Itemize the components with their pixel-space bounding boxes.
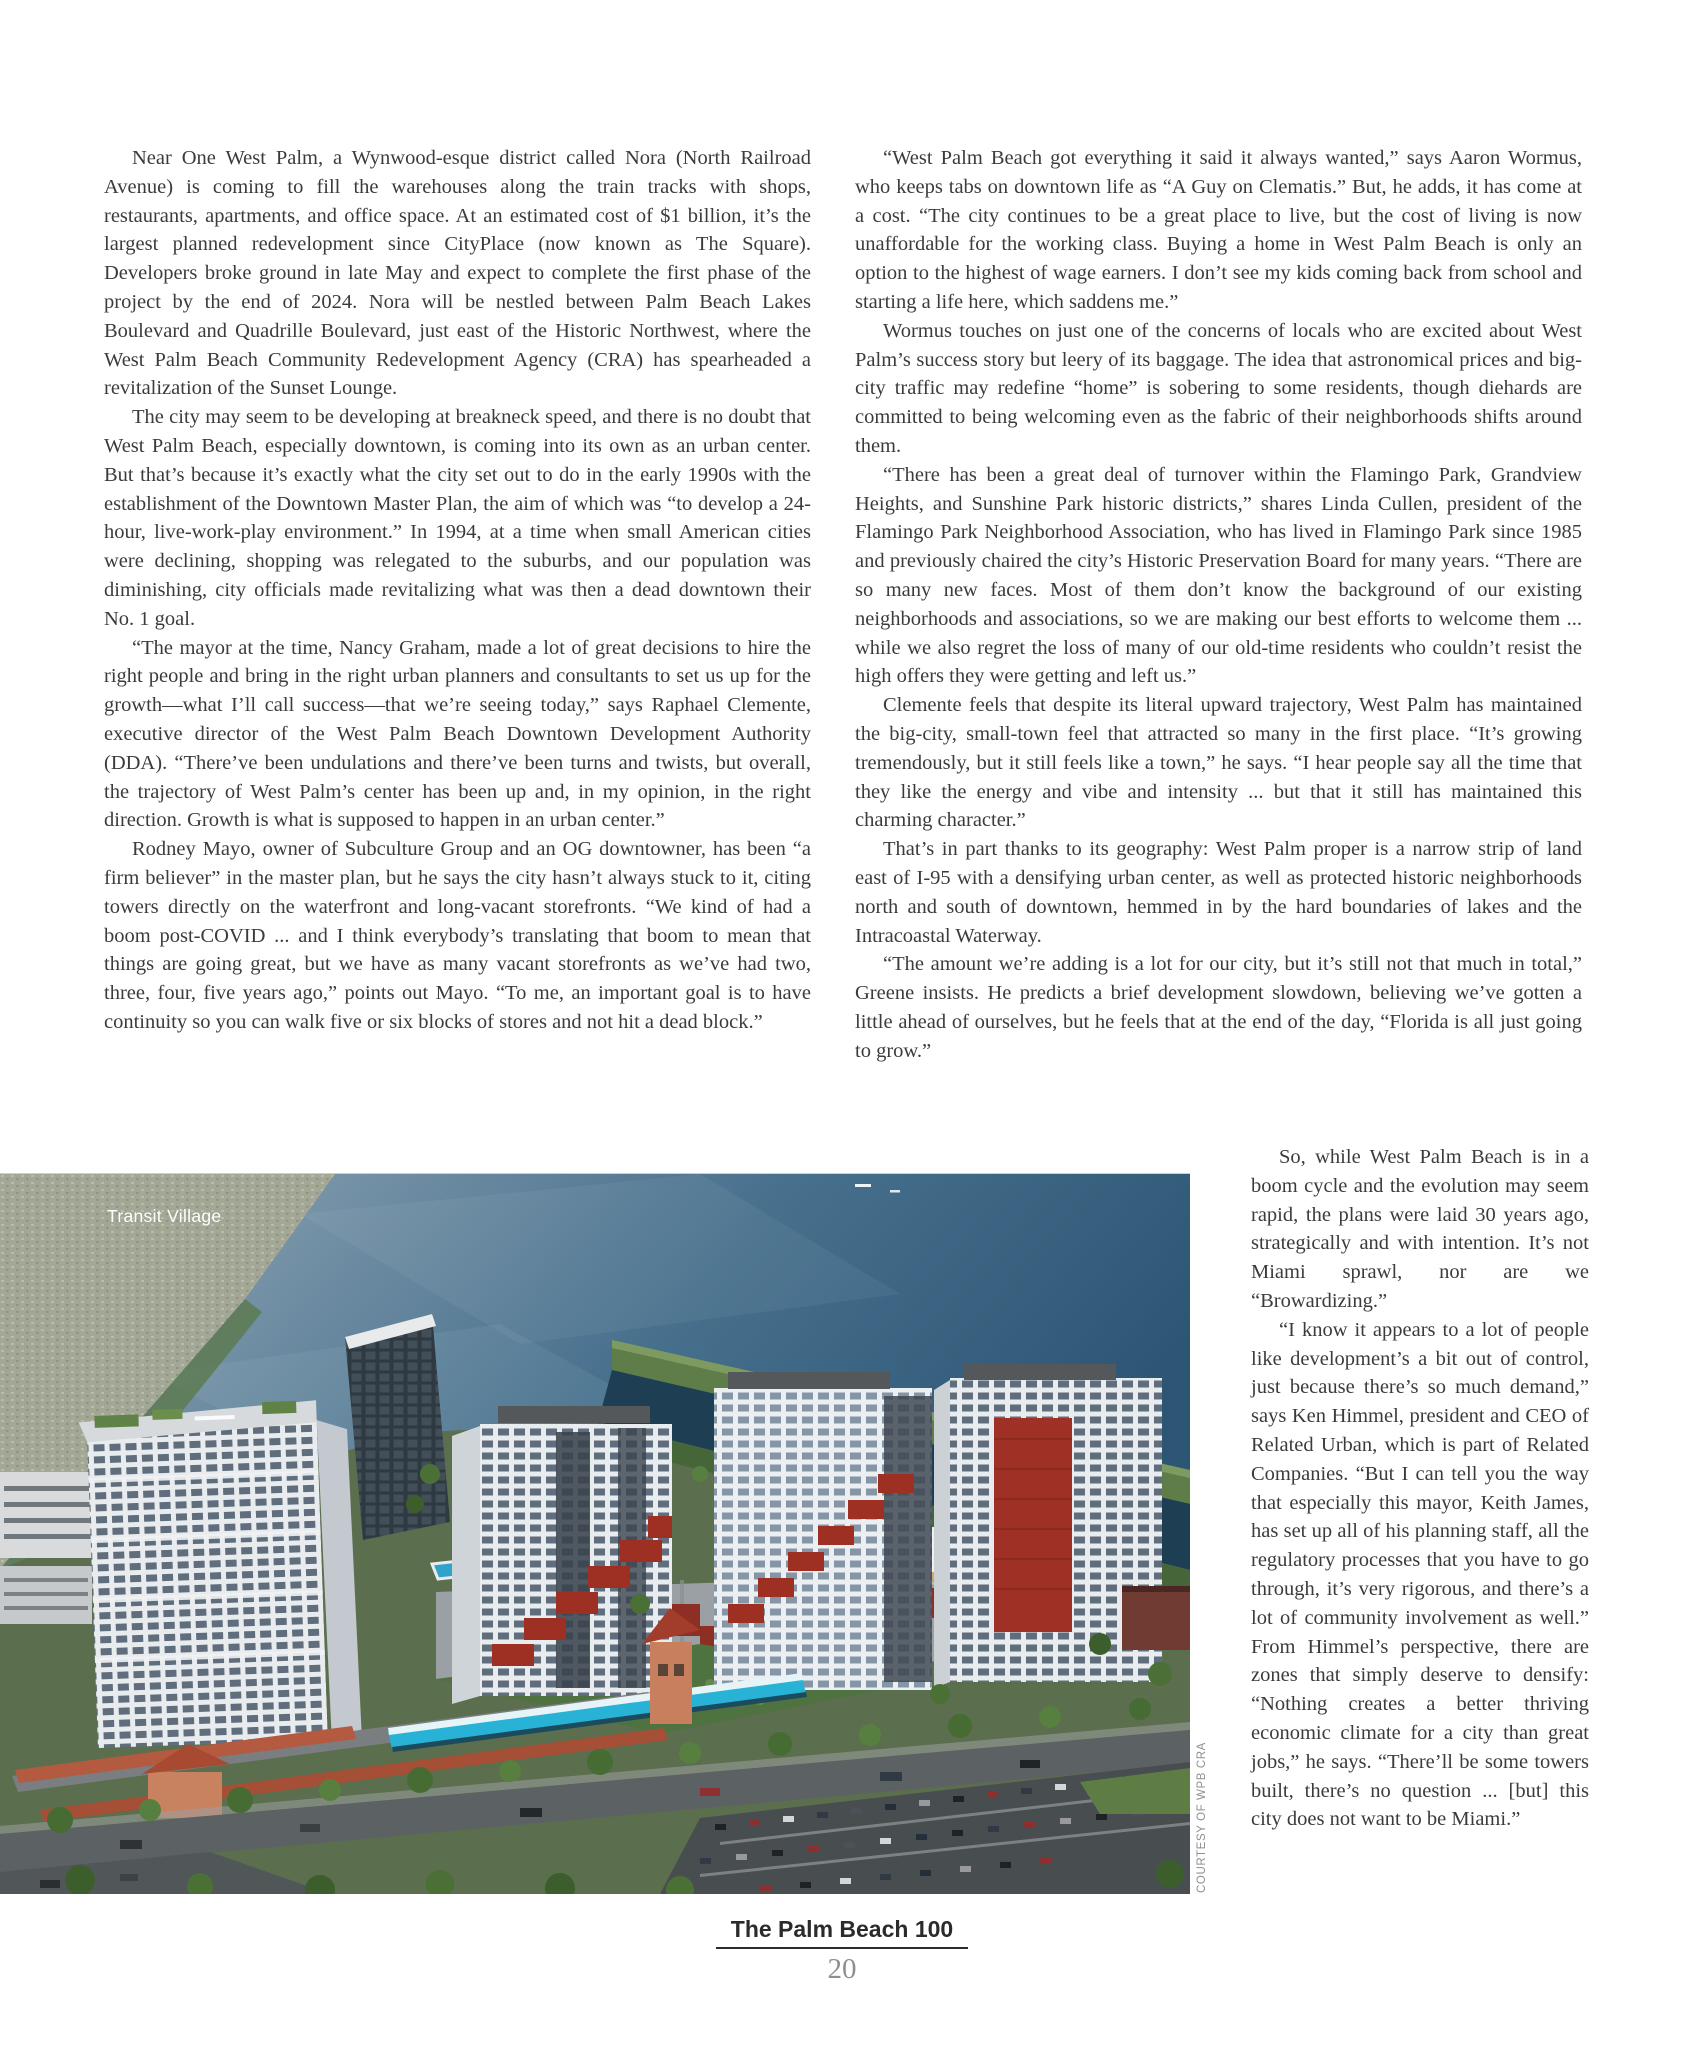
paragraph: “The mayor at the time, Nancy Graham, made a lot of great decisions to hire the right people and bring in the right urban planners and consultants to set us up for the growth—what I’ll call success—that we’re seeing today,” says Raphael Clemente, executive director of the West Palm Beach Downtown Development Authority (DDA). “There’ve been undulations and there’ve been turns and twists, but overall, the trajectory of West Palm’s center has been up and, in my opinion, in the right direction. Growth is what is supposed to happen in an urban center.” <box>104 636 811 832</box>
paragraph: Wormus touches on just one of the concerns of locals who are excited about West Palm’s success story but leery of its baggage. The idea that astronomical prices and big-city traffic may redefine “home” is sobering to some residents, though diehards are committed to being welcoming even as the fabric of their neighborhoods shifts around them. <box>855 319 1582 457</box>
paragraph: Near One West Palm, a Wynwood-esque district called Nora (North Railroad Avenue) is coming to fill the warehouses along the train tracks with shops, restaurants, apartments, and office space. At an estimated cost of $1 billion, it’s the largest planned redevelopment since CityPlace (now known as The Square). Developers broke ground in late May and expect to complete the first phase of the project by the end of 2024. Nora will be nestled between Palm Beach Lakes Boulevard and Quadrille Boulevard, just east of the Historic Northwest, where the West Palm Beach Community Redevelopment Agency (CRA) has spearheaded a revitalization of the Sunset Lounge. <box>104 147 811 400</box>
page-number: 20 <box>827 1953 857 1985</box>
photo-caption-label: Transit Village <box>107 1206 222 1226</box>
aerial-rendering-photo <box>0 1173 1190 1894</box>
paragraph: Rodney Mayo, owner of Subculture Group and an OG downtowner, has been “a firm believer” in the master plan, but he says the city hasn’t always stuck to it, citing towers directly on the waterfront and long-vacant storefronts. “We kind of had a boom post-COVID ... and I think everybody’s translating that boom to mean that things are going great, but we have as many vacant storefronts as we’ve had two, three, four, five years ago,” points out Mayo. “To me, an important goal is to have continuity so you can walk five or six blocks of stores and not hit a dead block.” <box>104 838 811 1033</box>
photo-credit: COURTESY OF WPB CRA <box>1196 1742 1208 1893</box>
article-column-narrow <box>1251 1143 1589 1834</box>
paragraph: The city may seem to be developing at breakneck speed, and there is no doubt that West Palm Beach, especially downtown, is coming into its own as an urban center. But that’s because it’s exactly what the city set out to do in the early 1990s with the establishment of the Downtown Master Plan, the aim of which was “to develop a 24-hour, live-work-play environment.” In 1994, at a time when small American cities were declining, shopping was relegated to the suburbs, and our population was diminishing, city officials made revitalizing what was then a dead downtown their No. 1 goal. <box>104 406 811 630</box>
paragraph: That’s in part thanks to its geography: West Palm proper is a narrow strip of land east of I-95 with a densifying urban center, as well as protected historic neighborhoods north and south of downtown, hemmed in by the hard boundaries of lakes and the Intracoastal Waterway. <box>855 838 1582 947</box>
paragraph: So, while West Palm Beach is in a boom cycle and the evolution may seem rapid, the plans were laid 30 years ago, strategically and with intention. It’s not Miami sprawl, nor are we “Browardizing.” <box>1251 1146 1589 1312</box>
footer-section-title: The Palm Beach 100 <box>730 1916 954 1942</box>
paragraph: “West Palm Beach got everything it said it always wanted,” says Aaron Wormus, who keeps tabs on downtown life as “A Guy on Clematis.” But, he adds, it has come at a cost. “The city continues to be a great place to live, but the cost of living is now unaffordable for the working class. Buying a home in West Palm Beach is only an option to the highest of wage earners. I don’t see my kids coming back from school and starting a life here, which saddens me.” <box>855 147 1582 313</box>
page-footer <box>592 1916 1092 1984</box>
footer-rule <box>716 1947 968 1949</box>
paragraph: “There has been a great deal of turnover within the Flamingo Park, Grandview Heights, and Sunshine Park historic districts,” shares Linda Cullen, president of the Flamingo Park Neighborhood Association, who has lived in Flamingo Park since 1985 and previously chaired the city’s Historic Preservation Board for many years. “There are so many new faces. Most of them don’t know the background of our existing neighborhoods and associations, so we are making our best efforts to welcome them ... while we also regret the loss of many of our old-time residents who couldn’t resist the high offers they were getting and left us.” <box>855 463 1582 688</box>
article-column-left <box>104 144 811 1037</box>
paragraph: “I know it appears to a lot of people like development’s a bit out of control, just because there’s so much demand,” says Ken Himmel, president and CEO of Related Urban, which is part of Related Companies. “But I can tell you the way that especially this mayor, Keith James, has set up all of his planning staff, all the regulatory processes that you have to go through, it’s very rigorous, and there’s a lot of community involvement as well.” From Himmel’s perspective, there are zones that simply deserve to densify: “Nothing creates a better thriving economic climate for a city than great jobs,” he says. “There’ll be some towers built, there’s no question ... [but] this city does not want to be Miami.” <box>1251 1318 1589 1831</box>
article-column-right <box>855 144 1582 1066</box>
transit-village-rendering <box>0 1174 1190 1894</box>
paragraph: “The amount we’re adding is a lot for our city, but it’s still not that much in total,” Greene insists. He predicts a brief development slowdown, believing we’ve gotten a little ahead of ourselves, but he feels that at the end of the day, “Florida is all just going to grow.” <box>855 953 1582 1062</box>
paragraph: Clemente feels that despite its literal upward trajectory, West Palm has maintained the big-city, small-town feel that attracted so many in the first place. “It’s growing tremendously, but it still feels like a town,” he says. “I hear people say all the time that they like the energy and vibe and intensity ... but that it still has maintained this charming character.” <box>855 694 1582 832</box>
